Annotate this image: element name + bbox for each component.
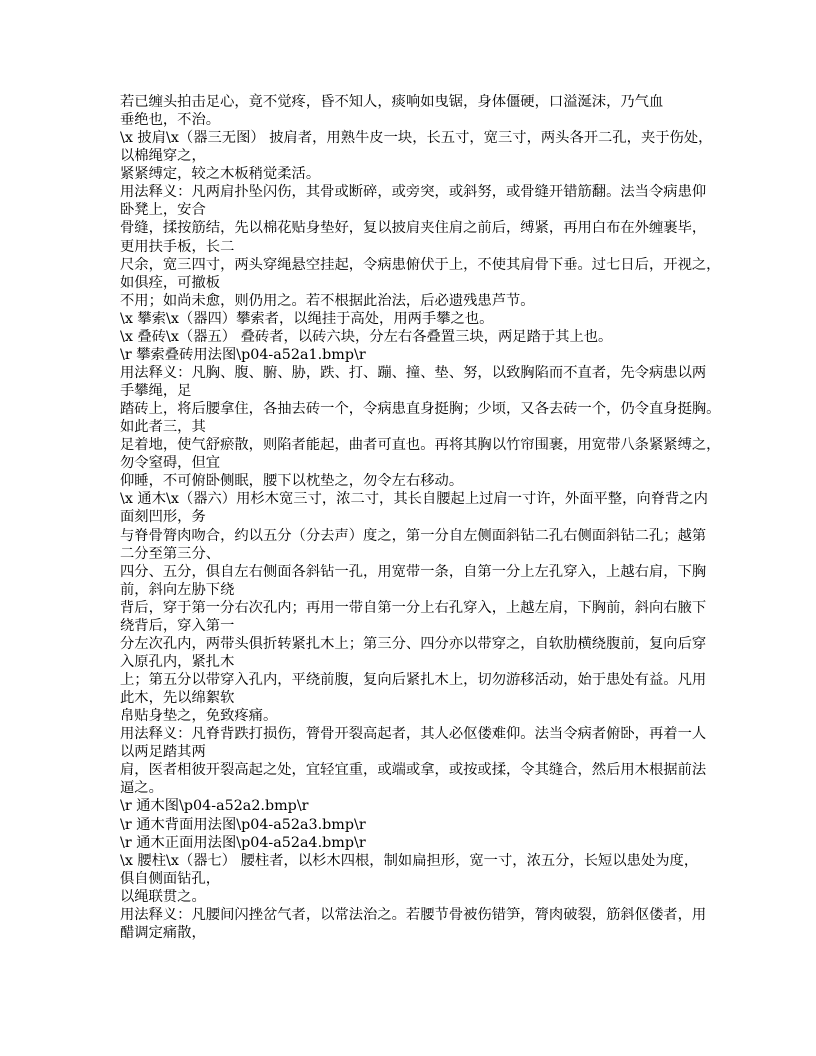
- image-reference-line: \r 攀索叠砖用法图\p04-a52a1.bmp\r: [120, 346, 366, 363]
- text-line: \x 披肩\x（器三无图） 披肩者，用熟牛皮一块，长五寸，宽三寸，两头各开二孔，夹于伤处，: [120, 130, 713, 147]
- text-line: 紧紧缚定，较之木板稍觉柔活。: [120, 166, 321, 183]
- text-line: 二分至第三分、: [120, 545, 221, 562]
- text-line: 前，斜向左胁下绕: [120, 581, 235, 598]
- text-line: 面刻凹形，务: [120, 509, 206, 526]
- text-line: \x 攀索\x（器四）攀索者，以绳挂于高处，用两手攀之也。: [120, 310, 494, 327]
- text-line: 用法释义：凡胸、腹、腑、胁，跌、打、蹦、撞、垫、努，以致胸陷而不直者，先令病患以两: [120, 364, 707, 381]
- text-line: 背后，穿于第一分右次孔内；再用一带自第一分上右孔穿入，上越左肩，下胸前，斜向右腋下: [120, 599, 707, 616]
- text-line: \x 腰柱\x（器七） 腰柱者，以杉木四根，制如扁担形，宽一寸，浓五分，长短以患处为度，: [120, 852, 699, 869]
- text-line: 以棉绳穿之，: [120, 148, 206, 165]
- text-line: 用法释义：凡两肩扑坠闪伤，其骨或断碎，或旁突，或斜努，或骨缝开错筋翻。法当令病患仰: [120, 184, 707, 201]
- text-line: 绕背后，穿入第一: [120, 617, 235, 634]
- text-line: \x 通木\x（器六）用杉木宽三寸，浓二寸，其长自腰起上过肩一寸许，外面平整，向脊背之内: [120, 491, 708, 508]
- text-line: 以绳联贯之。: [120, 888, 206, 905]
- text-line: 如俱痊，可撤板: [120, 274, 221, 291]
- text-line: 足着地，使气舒瘀散，则陷者能起，曲者可直也。再将其胸以竹帘围裹，用宽带八条紧紧缚之，: [120, 437, 721, 454]
- text-line: 与脊骨膂肉吻合，约以五分（分去声）度之，第一分自左侧面斜钻二孔右侧面斜钻二孔；越第: [120, 527, 707, 544]
- text-line: 手攀绳，足: [120, 383, 192, 399]
- text-line: \x 叠砖\x（器五） 叠砖者，以砖六块，分左右各叠置三块，两足踏于其上也。: [120, 328, 613, 345]
- text-line: 帛贴身垫之，免致疼痛。: [120, 708, 278, 725]
- text-line: 仰睡，不可俯卧侧眠，腰下以枕垫之，勿令左右移动。: [120, 473, 464, 490]
- text-line: 入原孔内，紧扎木: [120, 653, 235, 670]
- text-line: 用法释义：凡腰间闪挫岔气者，以常法治之。若腰节骨被伤错笋，膂肉破裂，筋斜伛偻者，用: [120, 906, 707, 923]
- text-line: 四分、五分，俱自左右侧面各斜钻一孔，用宽带一条，自第一分上左孔穿入，上越右肩，下胸: [120, 563, 707, 580]
- text-line: 若已缠头拍击足心，竟不觉疼，昏不知人，痰响如曳锯，身体僵硬，口溢涎沫，乃气血: [120, 94, 664, 110]
- text-line: 醋调定痛散，: [120, 924, 206, 941]
- text-line: 骨缝，揉按筋结，先以棉花贴身垫好，复以披肩夹住肩之前后，缚紧，再用白布在外缠裹毕，: [120, 220, 707, 237]
- text-line: 以两足踏其两: [120, 744, 206, 761]
- text-line: 肩，医者相彼开裂高起之处，宜轻宜重，或端或拿，或按或揉，令其缝合，然后用木根据前法: [120, 762, 707, 779]
- document-page: [120, 93, 720, 942]
- text-line: 卧凳上，安合: [120, 202, 206, 219]
- image-reference-line: \r 通木背面用法图\p04-a52a3.bmp\r: [120, 816, 366, 833]
- text-line: 垂绝也，不治。: [120, 112, 221, 129]
- text-line: 上；第五分以带穿入孔内，平绕前腹，复向后紧扎木上，切勿游移活动，始于患处有益。凡用: [120, 672, 707, 688]
- text-line: 如此者三，其: [120, 419, 206, 436]
- text-line: 尺余，宽三四寸，两头穿绳悬空挂起，令病患俯伏于上，不使其肩骨下垂。过七日后，开视之，: [120, 256, 721, 273]
- text-line: 此木，先以绵絮软: [120, 690, 235, 707]
- text-line: 不用；如尚未愈，则仍用之。若不根据此治法，后必遗残患芦节。: [120, 292, 535, 309]
- text-line: 俱自侧面钻孔，: [120, 870, 221, 887]
- text-line: 更用扶手板，长二: [120, 238, 235, 255]
- text-line: 逼之。: [120, 780, 163, 797]
- image-reference-line: \r 通木图\p04-a52a2.bmp\r: [120, 798, 309, 815]
- text-line: 勿令窒碍，但宜: [120, 455, 221, 472]
- text-line: 踏砖上，将后腰拿住，各抽去砖一个，令病患直身挺胸；少顷，又各去砖一个，仍令直身挺胸。: [120, 401, 721, 418]
- text-line: 分左次孔内，两带头俱折转紧扎木上；第三分、四分亦以带穿之，自软肋横绕腹前，复向后穿: [120, 635, 707, 652]
- image-reference-line: \r 通木正面用法图\p04-a52a4.bmp\r: [120, 834, 366, 851]
- text-line: 用法释义：凡脊背跌打损伤，膂骨开裂高起者，其人必伛偻难仰。法当令病者俯卧，再着一人: [120, 726, 707, 743]
